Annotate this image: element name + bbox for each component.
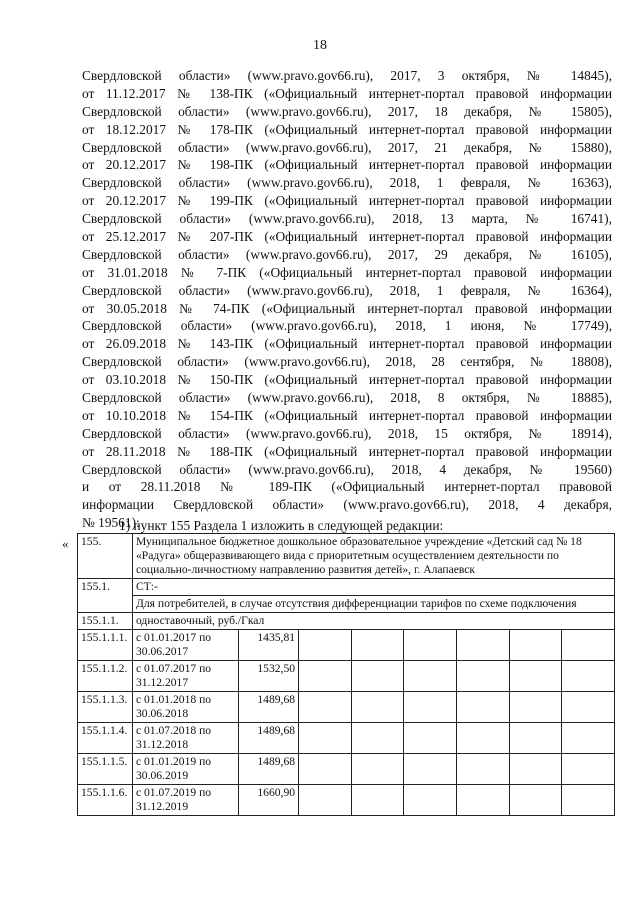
row-number-cell: 155.1.1.4. <box>78 723 133 754</box>
empty-cell <box>404 754 457 785</box>
consumers-cell: Для потребителей, в случае отсутствия дифференциации тарифов по схеме подключения <box>132 596 614 613</box>
tariff-value-cell: 1660,90 <box>239 785 299 816</box>
row-number-cell: 155.1.1.2. <box>78 661 133 692</box>
table-row <box>78 785 615 816</box>
row-number-cell: 155.1.1.6. <box>78 785 133 816</box>
tariff-value-cell: 1435,81 <box>239 630 299 661</box>
row-number-cell: 155.1.1.5. <box>78 754 133 785</box>
empty-cell <box>404 723 457 754</box>
text-line: и от 28.11.2018 № 189-ПК («Официальный интернет-портал правовой <box>82 479 612 495</box>
empty-cell <box>404 661 457 692</box>
empty-cell <box>509 661 562 692</box>
empty-cell <box>562 661 615 692</box>
text-line: Свердловской области» (www.pravo.gov66.ru), 2017, 29 декабря, № 16105), <box>82 246 612 262</box>
empty-cell <box>562 630 615 661</box>
empty-cell <box>351 630 404 661</box>
text-line: Свердловской области» (www.pravo.gov66.ru), 2018, 15 октября, № 18914), <box>82 425 612 441</box>
period-cell: с 01.07.2018 по 31.12.2018 <box>132 723 238 754</box>
tariff-value-cell: 1532,50 <box>239 661 299 692</box>
tariff-value-cell: 1489,68 <box>239 692 299 723</box>
org-number-cell: 155. <box>78 534 133 579</box>
empty-cell <box>509 692 562 723</box>
empty-cell <box>456 661 509 692</box>
opening-quote: « <box>62 536 69 551</box>
empty-cell <box>299 785 352 816</box>
text-line: от 20.12.2017 № 198-ПК («Официальный интернет-портал правовой информации <box>82 157 612 173</box>
text-line: от 31.01.2018 № 7-ПК («Официальный интернет-портал правовой информации <box>82 264 612 280</box>
table-row <box>78 661 615 692</box>
empty-cell <box>404 785 457 816</box>
table-row <box>78 596 615 613</box>
rate-label-cell: одноставочный, руб./Гкал <box>132 613 614 630</box>
table-row <box>78 723 615 754</box>
empty-cell <box>404 692 457 723</box>
text-line: № 19561): <box>82 515 140 531</box>
text-line: Свердловской области» (www.pravo.gov66.ru), 2018, 1 февраля, № 16363), <box>82 175 612 191</box>
empty-cell <box>351 785 404 816</box>
table-row <box>78 579 615 596</box>
text-line: от 03.10.2018 № 150-ПК («Официальный интернет-портал правовой информации <box>82 372 612 388</box>
empty-cell <box>509 723 562 754</box>
text-line: от 28.11.2018 № 188-ПК («Официальный интернет-портал правовой информации <box>82 443 612 459</box>
empty-cell <box>562 692 615 723</box>
text-line: информации Свердловской области» (www.pravo.gov66.ru), 2018, 4 декабря, <box>82 497 612 513</box>
tariff-value-cell: 1489,68 <box>239 754 299 785</box>
text-line: Свердловской области» (www.pravo.gov66.ru), 2017, 3 октября, № 14845), <box>82 68 612 83</box>
text-line: Свердловской области» (www.pravo.gov66.ru), 2018, 4 декабря, № 19560) <box>82 461 612 477</box>
empty-cell <box>562 754 615 785</box>
empty-cell <box>299 754 352 785</box>
empty-cell <box>562 785 615 816</box>
period-cell: с 01.07.2017 по 31.12.2017 <box>132 661 238 692</box>
period-cell: с 01.01.2017 по 30.06.2017 <box>132 630 238 661</box>
empty-cell <box>456 630 509 661</box>
period-cell: с 01.07.2019 по 31.12.2019 <box>132 785 238 816</box>
empty-cell <box>509 630 562 661</box>
period-cell: с 01.01.2018 по 30.06.2018 <box>132 692 238 723</box>
ct-number-cell: 155.1. <box>78 579 133 613</box>
text-line: от 18.12.2017 № 178-ПК («Официальный интернет-портал правовой информации <box>82 121 612 137</box>
org-name-cell: Муниципальное бюджетное дошкольное образовательное учреждение «Детский сад № 18 «Радуга» общеразвивающего вида с приоритетным осуществлением деятельности по социально-личностному направлению развития детей», г. Алапаевск <box>132 534 614 579</box>
empty-cell <box>351 661 404 692</box>
rate-number-cell: 155.1.1. <box>78 613 133 630</box>
body-text <box>82 67 612 532</box>
text-line: от 25.12.2017 № 207-ПК («Официальный интернет-портал правовой информации <box>82 229 612 245</box>
table-row <box>78 613 615 630</box>
text-line: Свердловской области» (www.pravo.gov66.ru), 2017, 18 декабря, № 15805), <box>82 103 612 119</box>
item-text: 1) пункт 155 Раздела 1 изложить в следующей редакции: <box>119 518 444 533</box>
row-number-cell: 155.1.1.1. <box>78 630 133 661</box>
empty-cell <box>509 785 562 816</box>
tariff-value-cell: 1489,68 <box>239 723 299 754</box>
table-row <box>78 630 615 661</box>
tariff-table <box>77 533 615 816</box>
empty-cell <box>351 692 404 723</box>
empty-cell <box>404 630 457 661</box>
empty-cell <box>456 723 509 754</box>
empty-cell <box>456 785 509 816</box>
text-line: Свердловской области» (www.pravo.gov66.ru), 2017, 21 декабря, № 15880), <box>82 139 612 155</box>
text-line: от 10.10.2018 № 154-ПК («Официальный интернет-портал правовой информации <box>82 407 612 423</box>
empty-cell <box>351 754 404 785</box>
text-line: Свердловской области» (www.pravo.gov66.ru), 2018, 8 октября, № 18885), <box>82 390 612 406</box>
empty-cell <box>299 630 352 661</box>
empty-cell <box>562 723 615 754</box>
page-number: 18 <box>313 38 327 53</box>
period-cell: с 01.01.2019 по 30.06.2019 <box>132 754 238 785</box>
text-line: Свердловской области» (www.pravo.gov66.ru), 2018, 1 февраля, № 16364), <box>82 282 612 298</box>
text-line: от 26.09.2018 № 143-ПК («Официальный интернет-портал правовой информации <box>82 336 612 352</box>
table-row <box>78 534 615 579</box>
text-line: от 20.12.2017 № 199-ПК («Официальный интернет-портал правовой информации <box>82 193 612 209</box>
row-number-cell: 155.1.1.3. <box>78 692 133 723</box>
empty-cell <box>456 754 509 785</box>
empty-cell <box>299 661 352 692</box>
text-line: от 11.12.2017 № 138-ПК («Официальный интернет-портал правовой информации <box>82 85 612 101</box>
table-row <box>78 692 615 723</box>
empty-cell <box>456 692 509 723</box>
empty-cell <box>299 723 352 754</box>
ct-label-cell: СТ:- <box>132 579 614 596</box>
text-line: Свердловской области» (www.pravo.gov66.ru), 2018, 1 июня, № 17749), <box>82 318 612 334</box>
table-row <box>78 754 615 785</box>
empty-cell <box>299 692 352 723</box>
text-line: Свердловской области» (www.pravo.gov66.ru), 2018, 13 марта, № 16741), <box>82 211 612 227</box>
text-line: от 30.05.2018 № 74-ПК («Официальный интернет-портал правовой информации <box>82 300 612 316</box>
empty-cell <box>509 754 562 785</box>
text-line: Свердловской области» (www.pravo.gov66.ru), 2018, 28 сентября, № 18808), <box>82 354 612 370</box>
empty-cell <box>351 723 404 754</box>
